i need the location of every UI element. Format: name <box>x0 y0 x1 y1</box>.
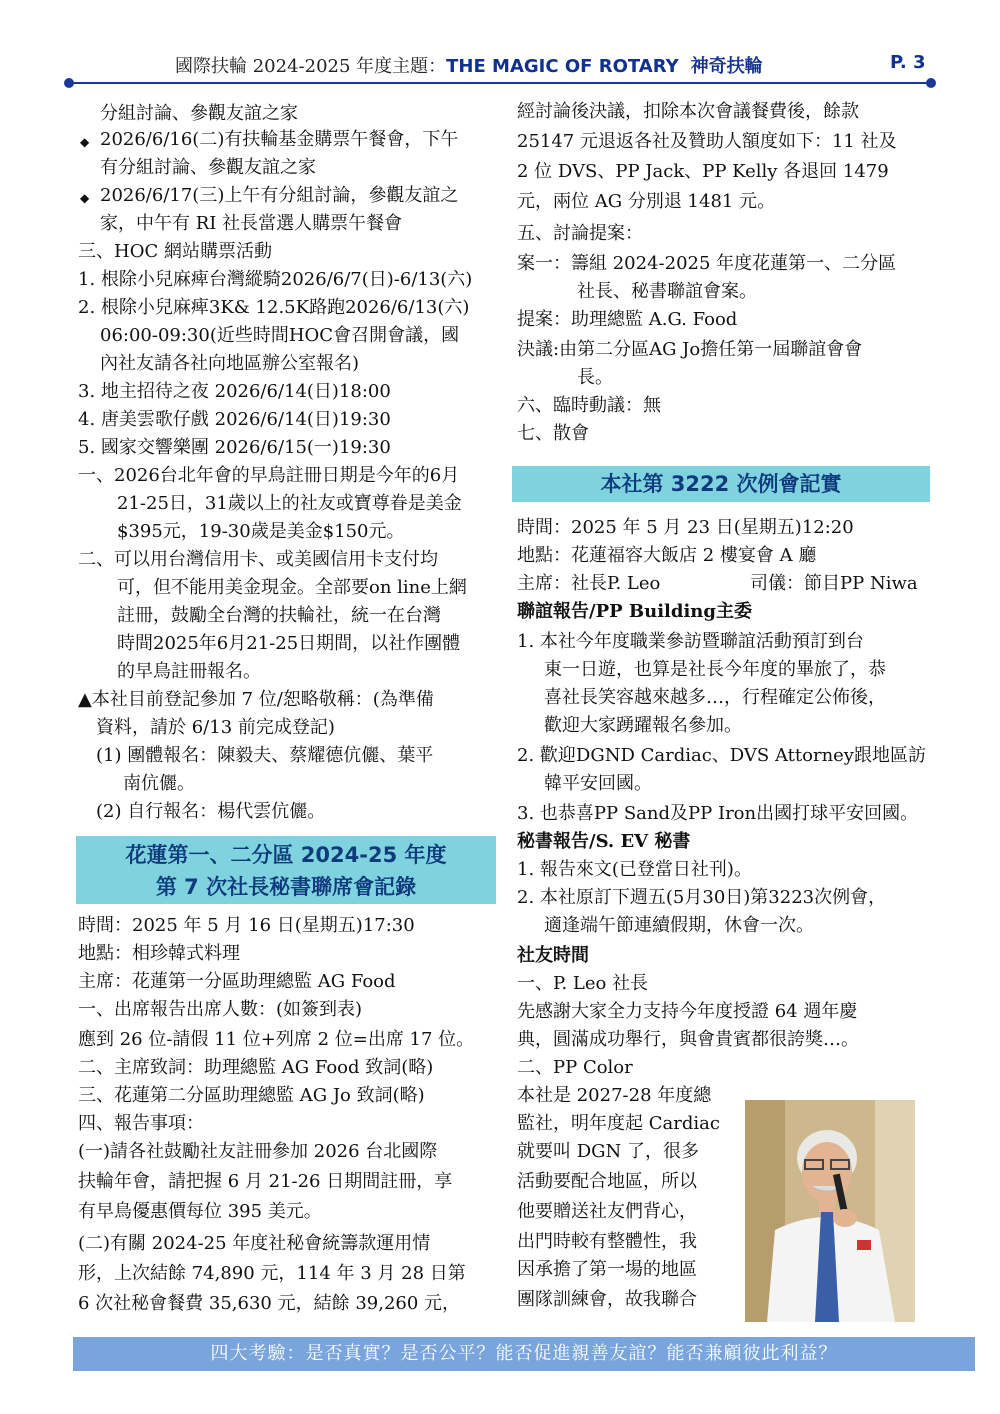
text-line: 先感謝大家全力支持今年度授證 64 週年慶 <box>517 1001 858 1022</box>
header-title-zh: 神奇扶輪 <box>690 56 763 77</box>
text-line: 案一：籌組 2024-2025 年度花蓮第一、二分區 <box>517 253 897 274</box>
text-line: (2) 自行報名：楊代雲伉儷。 <box>96 801 326 822</box>
header-title-en: THE MAGIC OF ROTARY <box>446 56 679 77</box>
section-banner-meeting-3222: 本社第 3222 次例會記實 <box>512 466 930 502</box>
text-line: 地點：花蓮福容大飯店 2 樓宴會 A 廳 <box>517 545 817 566</box>
text-line: 主席：花蓮第一分區助理總監 AG Food <box>78 971 396 992</box>
text-line: 分組討論、參觀友誼之家 <box>100 103 298 124</box>
text-line: 6 次社秘會餐費 35,630 元，結餘 39,260 元， <box>78 1293 461 1314</box>
text-line: 形，上次結餘 74,890 元，114 年 3 月 28 日第 <box>78 1263 466 1284</box>
text-line: 的早鳥註冊報名。 <box>117 661 261 682</box>
text-line: 時間：2025 年 5 月 23 日(星期五)12:20 <box>517 517 854 538</box>
header-rule-dot-right <box>926 78 936 88</box>
text-line: 活動要配合地區，所以 <box>517 1171 697 1192</box>
text-line: 二、主席致詞：助理總監 AG Food 致詞(略) <box>78 1057 434 1078</box>
text-line: 就要叫 DGN 了，很多 <box>517 1141 700 1162</box>
text-line: 時間2025年6月21-25日期間，以社作團體 <box>117 633 461 654</box>
list-item: 5. 國家交響樂團 2026/6/15(一)19:30 <box>78 437 391 458</box>
text-line: 七、散會 <box>517 423 589 444</box>
text-line: (二)有關 2024-25 年度社秘會統籌款運用情 <box>78 1233 431 1254</box>
text-line: 三、HOC 網站購票活動 <box>78 241 272 262</box>
text-line: 有早鳥優惠價每位 395 美元。 <box>78 1201 322 1222</box>
text-line: 三、花蓮第二分區助理總監 AG Jo 致詞(略) <box>78 1085 425 1106</box>
text-line: 歡迎大家踴躍報名參加。 <box>544 715 742 736</box>
bullet-diamond-icon: ◆ <box>80 191 90 205</box>
list-item: 1. 本社今年度職業參訪暨聯誼活動預訂到台 <box>517 631 864 652</box>
text-line: 資料，請於 6/13 前完成登記) <box>96 717 335 738</box>
text-line: 21-25日，31歲以上的社友或寶尊眷是美金 <box>117 493 462 514</box>
text-line: 他要贈送社友們背心， <box>517 1201 697 1222</box>
page-number: P. 3 <box>890 52 926 73</box>
text-line: 25147 元退返各社及贊助人額度如下：11 社及 <box>517 131 897 152</box>
header-rule-dot-left <box>64 78 74 88</box>
text-line: $395元，19-30歲是美金$150元。 <box>117 521 405 542</box>
list-item: 4. 唐美雲歌仔戲 2026/6/14(日)19:30 <box>78 409 391 430</box>
text-line: 本社是 2027-28 年度總 <box>517 1085 712 1106</box>
text-line: 適逢端午節連續假期，休會一次。 <box>544 915 814 936</box>
subsection-heading: 聯誼報告/PP Building主委 <box>517 601 752 622</box>
text-line: (一)請各社鼓勵社友註冊參加 2026 台北國際 <box>78 1141 438 1162</box>
text-line: 決議:由第二分區AG Jo擔任第一屆聯誼會會 <box>517 339 863 360</box>
text-line: 二、PP Color <box>517 1057 633 1078</box>
text-line: 六、臨時動議：無 <box>517 395 661 416</box>
text-line: 司儀：節目PP Niwa <box>750 573 918 594</box>
text-line: ▲本社目前登記參加 7 位/恕略敬稱：(為準備 <box>78 689 434 710</box>
text-line: 元，兩位 AG 分別退 1481 元。 <box>517 191 776 212</box>
text-line: 扶輪年會，請把握 6 月 21-26 日期間註冊，享 <box>78 1171 453 1192</box>
text-line: 2 位 DVS、PP Jack、PP Kelly 各退回 1479 <box>517 161 889 182</box>
banner-line: 花蓮第一、二分區 2024-25 年度 <box>125 843 447 867</box>
text-line: 監社，明年度起 Cardiac <box>517 1113 720 1134</box>
text-line: 四、報告事項： <box>78 1113 204 1134</box>
text-line: 應到 26 位-請假 11 位+列席 2 位=出席 17 位。 <box>78 1029 475 1050</box>
text-line: 2026/6/17(三)上午有分組討論，參觀友誼之 <box>100 185 459 206</box>
subsection-heading: 社友時間 <box>517 945 589 966</box>
header-rule <box>68 82 932 84</box>
text-line: 地點：相珍韓式料理 <box>78 943 240 964</box>
banner-line: 第 7 次社長秘書聯席會記錄 <box>155 875 417 899</box>
header-title-prefix: 國際扶輪 2024-2025 年度主題： <box>175 56 447 77</box>
text-line: 團隊訓練會，故我聯合 <box>517 1289 697 1310</box>
list-item: 3. 地主招待之夜 2026/6/14(日)18:00 <box>78 381 391 402</box>
list-item: 1. 報告來文(已登當日社刊)。 <box>517 859 752 880</box>
text-line: 2026/6/16(二)有扶輪基金購票午餐會，下午 <box>100 129 459 150</box>
text-line: 出門時較有整體性，我 <box>517 1231 697 1252</box>
text-line: 提案：助理總監 A.G. Food <box>517 309 738 330</box>
text-line: 有分組討論、參觀友誼之家 <box>100 157 316 178</box>
bullet-diamond-icon: ◆ <box>80 135 90 149</box>
text-line: 南伉儷。 <box>123 773 195 794</box>
text-line: 五、討論提案： <box>517 223 643 244</box>
footer-four-way-test: 四大考驗：是否真實？是否公平？能否促進親善友誼？能否兼顧彼此利益？ <box>73 1337 975 1371</box>
list-item: 3. 也恭喜PP Sand及PP Iron出國打球平安回國。 <box>517 803 919 824</box>
text-line: 一、出席報告出席人數：(如簽到表) <box>78 999 363 1020</box>
text-line: 一、P. Leo 社長 <box>517 973 649 994</box>
header-title <box>175 52 763 78</box>
text-line: 因承擔了第一場的地區 <box>517 1259 697 1280</box>
text-line: (1) 團體報名：陳毅夫、蔡耀德伉儷、葉平 <box>96 745 434 766</box>
text-line: 註冊，鼓勵全台灣的扶輪社，統一在台灣 <box>117 605 441 626</box>
text-line: 典，圓滿成功舉行，與會貴賓都很誇獎…。 <box>517 1029 859 1050</box>
page-header <box>0 52 1000 78</box>
speaker-photo <box>745 1100 915 1322</box>
text-line: 時間：2025 年 5 月 16 日(星期五)17:30 <box>78 915 415 936</box>
text-line: 可，但不能用美金現金。全部要on line上網 <box>117 577 467 598</box>
text-line: 家，中午有 RI 社長當選人購票午餐會 <box>100 213 403 234</box>
section-banner-joint-meeting <box>76 836 496 904</box>
text-line: 內社友請各社向地區辦公室報名) <box>100 353 360 374</box>
text-line: 一、2026台北年會的早鳥註冊日期是今年的6月 <box>78 465 460 486</box>
text-line: 二、可以用台灣信用卡、或美國信用卡支付均 <box>78 549 438 570</box>
text-line: 社長、秘書聯誼會案。 <box>577 281 757 302</box>
text-line: 東一日遊，也算是社長今年度的畢旅了，恭 <box>544 659 886 680</box>
text-line: 經討論後決議，扣除本次會議餐費後，餘款 <box>517 101 859 122</box>
text-line: 韓平安回國。 <box>544 773 652 794</box>
text-line: 06:00-09:30(近些時間HOC會召開會議，國 <box>100 325 460 346</box>
list-item: 2. 根除小兒麻痺3K& 12.5K路跑2026/6/13(六) <box>78 297 470 318</box>
list-item: 1. 根除小兒麻痺台灣縱騎2026/6/7(日)-6/13(六) <box>78 269 473 290</box>
text-line: 主席：社長P. Leo <box>517 573 661 594</box>
text-line: 喜社長笑容越來越多…，行程確定公佈後， <box>544 687 886 708</box>
subsection-heading: 秘書報告/S. EV 秘書 <box>517 831 691 852</box>
list-item: 2. 歡迎DGND Cardiac、DVS Attorney跟地區訪 <box>517 745 926 766</box>
text-line: 長。 <box>577 367 613 388</box>
list-item: 2. 本社原訂下週五(5月30日)第3223次例會， <box>517 887 887 908</box>
